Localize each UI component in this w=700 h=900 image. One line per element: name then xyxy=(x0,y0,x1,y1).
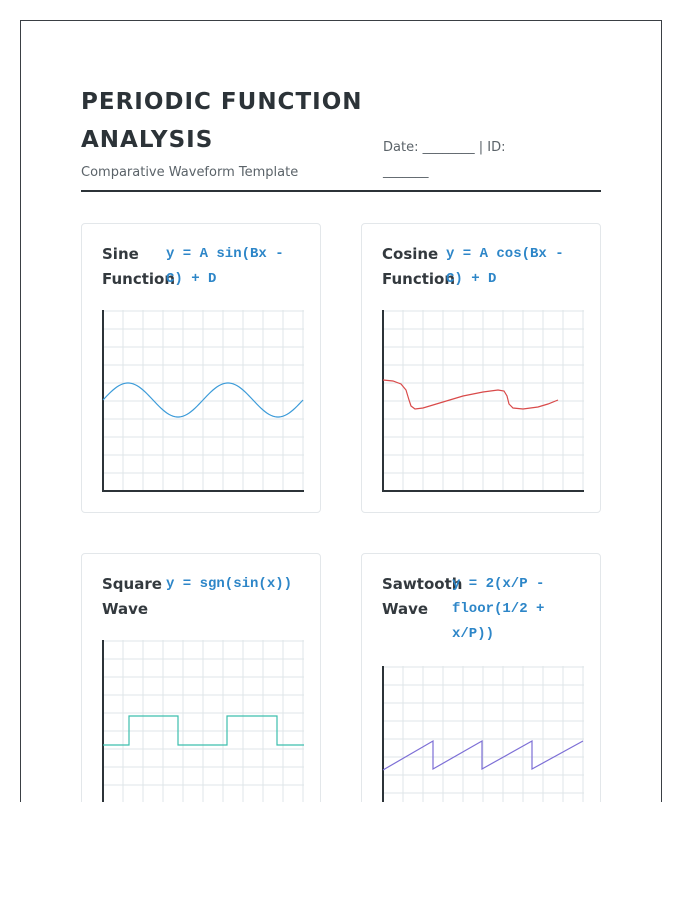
page-subtitle: Comparative Waveform Template xyxy=(81,165,299,180)
card-sine xyxy=(81,223,321,513)
card-cosine xyxy=(361,223,601,513)
card-title: Square Wave xyxy=(102,575,162,618)
header-divider xyxy=(81,190,601,192)
page-title: PERIODIC FUNCTION ANALYSIS xyxy=(81,89,363,153)
worksheet-page xyxy=(20,20,662,802)
sawtooth-plot xyxy=(382,666,584,802)
card-formula: y = 2(x/P - floor(1/2 + x/P)) xyxy=(452,576,545,642)
card-formula: y = sgn(sin(x)) xyxy=(166,576,293,592)
card-square xyxy=(81,553,321,802)
cosine-curve xyxy=(383,380,558,409)
sine-plot xyxy=(102,310,304,492)
card-title: Sawtooth Wave xyxy=(382,575,463,618)
card-title: Cosine Function xyxy=(382,245,456,288)
card-sawtooth xyxy=(361,553,601,802)
card-formula: y = A sin(Bx - C) + D xyxy=(166,246,284,287)
square-plot xyxy=(102,640,304,802)
date-id-field: Date: ________ | ID: _______ xyxy=(383,140,506,179)
card-title: Sine Function xyxy=(102,245,176,288)
card-formula: y = A cos(Bx - C) + D xyxy=(446,246,564,287)
cosine-plot xyxy=(382,310,584,492)
